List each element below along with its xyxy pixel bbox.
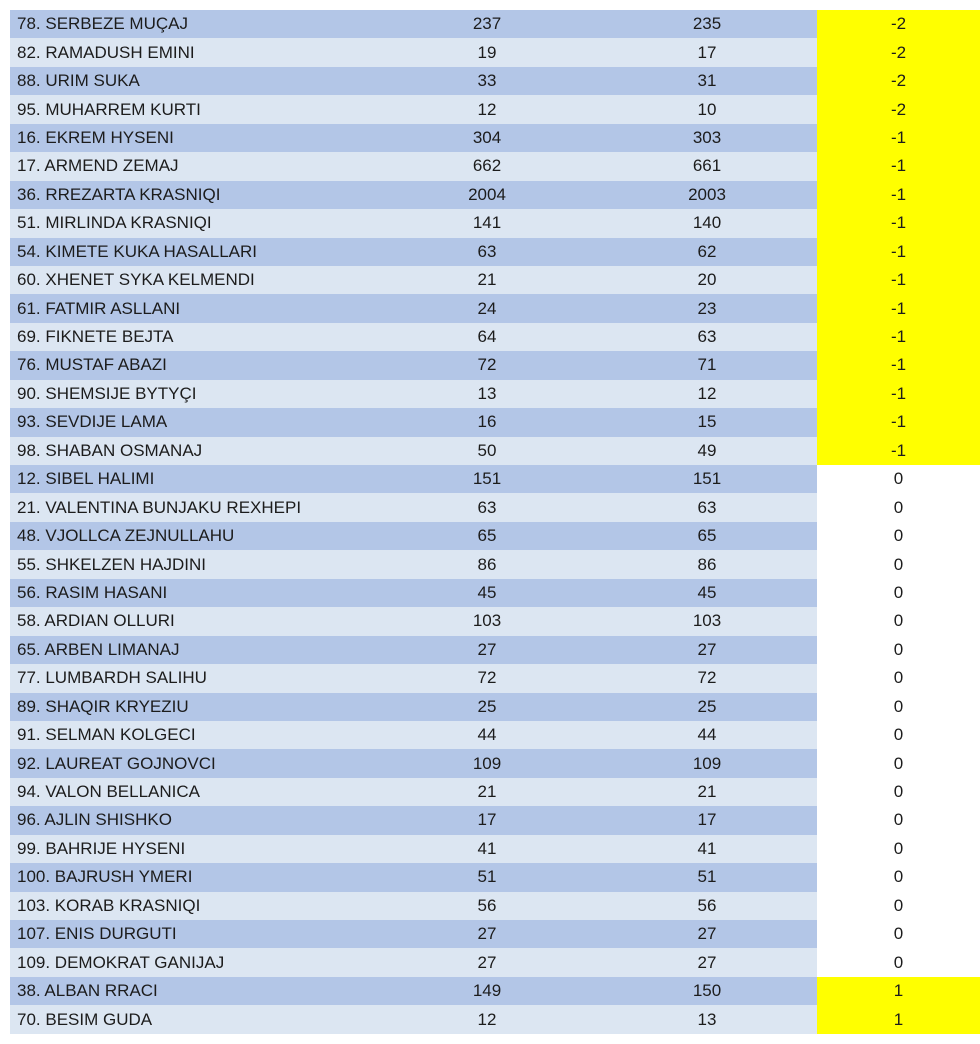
candidate-name-cell: 65. ARBEN LIMANAJ	[10, 636, 377, 664]
table-row	[10, 493, 980, 521]
difference-cell: -1	[817, 124, 980, 152]
first-count-cell: 25	[377, 693, 597, 721]
first-count-cell: 50	[377, 437, 597, 465]
difference-cell: 1	[817, 977, 980, 1005]
difference-cell: 0	[817, 522, 980, 550]
first-count-cell: 27	[377, 636, 597, 664]
first-count-cell: 17	[377, 806, 597, 834]
first-count-cell: 44	[377, 721, 597, 749]
second-count-cell: 72	[597, 664, 817, 692]
candidate-name-cell: 36. RREZARTA KRASNIQI	[10, 181, 377, 209]
first-count-cell: 65	[377, 522, 597, 550]
table-row	[10, 294, 980, 322]
candidate-name-cell: 38. ALBAN RRACI	[10, 977, 377, 1005]
difference-cell: -1	[817, 181, 980, 209]
difference-cell: -2	[817, 10, 980, 38]
table-row	[10, 920, 980, 948]
table-row	[10, 522, 980, 550]
first-count-cell: 12	[377, 1005, 597, 1033]
second-count-cell: 661	[597, 152, 817, 180]
candidate-name-cell: 56. RASIM HASANI	[10, 579, 377, 607]
second-count-cell: 303	[597, 124, 817, 152]
candidate-name-cell: 16. EKREM HYSENI	[10, 124, 377, 152]
difference-cell: -1	[817, 209, 980, 237]
difference-cell: -1	[817, 437, 980, 465]
difference-cell: -1	[817, 294, 980, 322]
candidate-name-cell: 76. MUSTAF ABAZI	[10, 351, 377, 379]
second-count-cell: 49	[597, 437, 817, 465]
candidate-name-cell: 55. SHKELZEN HAJDINI	[10, 550, 377, 578]
first-count-cell: 19	[377, 38, 597, 66]
first-count-cell: 72	[377, 664, 597, 692]
candidate-name-cell: 48. VJOLLCA ZEJNULLAHU	[10, 522, 377, 550]
table-row	[10, 465, 980, 493]
second-count-cell: 51	[597, 863, 817, 891]
difference-cell: 0	[817, 636, 980, 664]
difference-cell: 0	[817, 693, 980, 721]
table-row	[10, 892, 980, 920]
second-count-cell: 21	[597, 778, 817, 806]
first-count-cell: 21	[377, 266, 597, 294]
candidate-name-cell: 107. ENIS DURGUTI	[10, 920, 377, 948]
first-count-cell: 237	[377, 10, 597, 38]
table-row	[10, 636, 980, 664]
difference-cell: -1	[817, 152, 980, 180]
second-count-cell: 31	[597, 67, 817, 95]
second-count-cell: 62	[597, 238, 817, 266]
difference-cell: -2	[817, 95, 980, 123]
candidate-name-cell: 17. ARMEND ZEMAJ	[10, 152, 377, 180]
first-count-cell: 662	[377, 152, 597, 180]
second-count-cell: 41	[597, 835, 817, 863]
candidate-name-cell: 96. AJLIN SHISHKO	[10, 806, 377, 834]
table-row	[10, 579, 980, 607]
first-count-cell: 304	[377, 124, 597, 152]
second-count-cell: 103	[597, 607, 817, 635]
difference-cell: 0	[817, 863, 980, 891]
difference-cell: 0	[817, 806, 980, 834]
table-row	[10, 67, 980, 95]
candidate-name-cell: 78. SERBEZE MUÇAJ	[10, 10, 377, 38]
first-count-cell: 63	[377, 238, 597, 266]
difference-cell: -2	[817, 38, 980, 66]
first-count-cell: 13	[377, 380, 597, 408]
table-row	[10, 266, 980, 294]
candidate-name-cell: 51. MIRLINDA KRASNIQI	[10, 209, 377, 237]
table-body	[10, 10, 980, 1034]
difference-cell: 0	[817, 493, 980, 521]
first-count-cell: 72	[377, 351, 597, 379]
candidate-name-cell: 69. FIKNETE BEJTA	[10, 323, 377, 351]
first-count-cell: 149	[377, 977, 597, 1005]
difference-cell: 0	[817, 835, 980, 863]
first-count-cell: 141	[377, 209, 597, 237]
difference-cell: 1	[817, 1005, 980, 1033]
difference-cell: -1	[817, 380, 980, 408]
candidate-name-cell: 93. SEVDIJE LAMA	[10, 408, 377, 436]
table-row	[10, 238, 980, 266]
difference-cell: -2	[817, 67, 980, 95]
difference-cell: 0	[817, 749, 980, 777]
table-row	[10, 152, 980, 180]
candidate-name-cell: 91. SELMAN KOLGECI	[10, 721, 377, 749]
table-row	[10, 181, 980, 209]
difference-cell: 0	[817, 664, 980, 692]
first-count-cell: 16	[377, 408, 597, 436]
table-row	[10, 749, 980, 777]
table-row	[10, 948, 980, 976]
second-count-cell: 63	[597, 493, 817, 521]
second-count-cell: 23	[597, 294, 817, 322]
second-count-cell: 15	[597, 408, 817, 436]
table-row	[10, 351, 980, 379]
difference-cell: -1	[817, 266, 980, 294]
candidate-name-cell: 70. BESIM GUDA	[10, 1005, 377, 1033]
difference-cell: 0	[817, 778, 980, 806]
table-row	[10, 209, 980, 237]
table-row	[10, 721, 980, 749]
candidate-name-cell: 88. URIM SUKA	[10, 67, 377, 95]
difference-cell: 0	[817, 892, 980, 920]
second-count-cell: 2003	[597, 181, 817, 209]
table-row	[10, 124, 980, 152]
table-row	[10, 835, 980, 863]
first-count-cell: 109	[377, 749, 597, 777]
candidate-name-cell: 77. LUMBARDH SALIHU	[10, 664, 377, 692]
first-count-cell: 64	[377, 323, 597, 351]
difference-cell: 0	[817, 920, 980, 948]
second-count-cell: 20	[597, 266, 817, 294]
second-count-cell: 140	[597, 209, 817, 237]
vote-count-table	[10, 10, 980, 1034]
second-count-cell: 63	[597, 323, 817, 351]
difference-cell: -1	[817, 408, 980, 436]
table-row	[10, 664, 980, 692]
candidate-name-cell: 58. ARDIAN OLLURI	[10, 607, 377, 635]
table-row	[10, 323, 980, 351]
second-count-cell: 109	[597, 749, 817, 777]
second-count-cell: 150	[597, 977, 817, 1005]
first-count-cell: 12	[377, 95, 597, 123]
candidate-name-cell: 90. SHEMSIJE BYTYÇI	[10, 380, 377, 408]
difference-cell: -1	[817, 323, 980, 351]
second-count-cell: 25	[597, 693, 817, 721]
candidate-name-cell: 92. LAUREAT GOJNOVCI	[10, 749, 377, 777]
second-count-cell: 27	[597, 636, 817, 664]
first-count-cell: 27	[377, 920, 597, 948]
table-row	[10, 977, 980, 1005]
first-count-cell: 21	[377, 778, 597, 806]
difference-cell: 0	[817, 550, 980, 578]
second-count-cell: 10	[597, 95, 817, 123]
second-count-cell: 45	[597, 579, 817, 607]
candidate-name-cell: 21. VALENTINA BUNJAKU REXHEPI	[10, 493, 377, 521]
difference-cell: 0	[817, 948, 980, 976]
first-count-cell: 27	[377, 948, 597, 976]
first-count-cell: 33	[377, 67, 597, 95]
table-row	[10, 863, 980, 891]
difference-cell: -1	[817, 351, 980, 379]
first-count-cell: 103	[377, 607, 597, 635]
first-count-cell: 41	[377, 835, 597, 863]
first-count-cell: 151	[377, 465, 597, 493]
second-count-cell: 151	[597, 465, 817, 493]
second-count-cell: 56	[597, 892, 817, 920]
second-count-cell: 17	[597, 806, 817, 834]
table-row	[10, 10, 980, 38]
candidate-name-cell: 12. SIBEL HALIMI	[10, 465, 377, 493]
second-count-cell: 17	[597, 38, 817, 66]
second-count-cell: 12	[597, 380, 817, 408]
second-count-cell: 86	[597, 550, 817, 578]
table-row	[10, 693, 980, 721]
difference-cell: 0	[817, 607, 980, 635]
candidate-name-cell: 100. BAJRUSH YMERI	[10, 863, 377, 891]
first-count-cell: 2004	[377, 181, 597, 209]
first-count-cell: 56	[377, 892, 597, 920]
table-row	[10, 806, 980, 834]
first-count-cell: 24	[377, 294, 597, 322]
difference-cell: 0	[817, 579, 980, 607]
candidate-name-cell: 82. RAMADUSH EMINI	[10, 38, 377, 66]
first-count-cell: 63	[377, 493, 597, 521]
second-count-cell: 71	[597, 351, 817, 379]
first-count-cell: 86	[377, 550, 597, 578]
candidate-name-cell: 61. FATMIR ASLLANI	[10, 294, 377, 322]
difference-cell: 0	[817, 465, 980, 493]
first-count-cell: 45	[377, 579, 597, 607]
second-count-cell: 44	[597, 721, 817, 749]
table-row	[10, 38, 980, 66]
candidate-name-cell: 99. BAHRIJE HYSENI	[10, 835, 377, 863]
table-row	[10, 1005, 980, 1033]
table-row	[10, 550, 980, 578]
candidate-name-cell: 109. DEMOKRAT GANIJAJ	[10, 948, 377, 976]
table-row	[10, 95, 980, 123]
table-row	[10, 408, 980, 436]
candidate-name-cell: 89. SHAQIR KRYEZIU	[10, 693, 377, 721]
candidate-name-cell: 94. VALON BELLANICA	[10, 778, 377, 806]
first-count-cell: 51	[377, 863, 597, 891]
candidate-name-cell: 95. MUHARREM KURTI	[10, 95, 377, 123]
candidate-name-cell: 60. XHENET SYKA KELMENDI	[10, 266, 377, 294]
second-count-cell: 27	[597, 948, 817, 976]
difference-cell: -1	[817, 238, 980, 266]
difference-cell: 0	[817, 721, 980, 749]
table-row	[10, 778, 980, 806]
candidate-name-cell: 98. SHABAN OSMANAJ	[10, 437, 377, 465]
candidate-name-cell: 103. KORAB KRASNIQI	[10, 892, 377, 920]
second-count-cell: 27	[597, 920, 817, 948]
second-count-cell: 65	[597, 522, 817, 550]
second-count-cell: 13	[597, 1005, 817, 1033]
candidate-name-cell: 54. KIMETE KUKA HASALLARI	[10, 238, 377, 266]
table-row	[10, 437, 980, 465]
second-count-cell: 235	[597, 10, 817, 38]
table-row	[10, 607, 980, 635]
table-row	[10, 380, 980, 408]
